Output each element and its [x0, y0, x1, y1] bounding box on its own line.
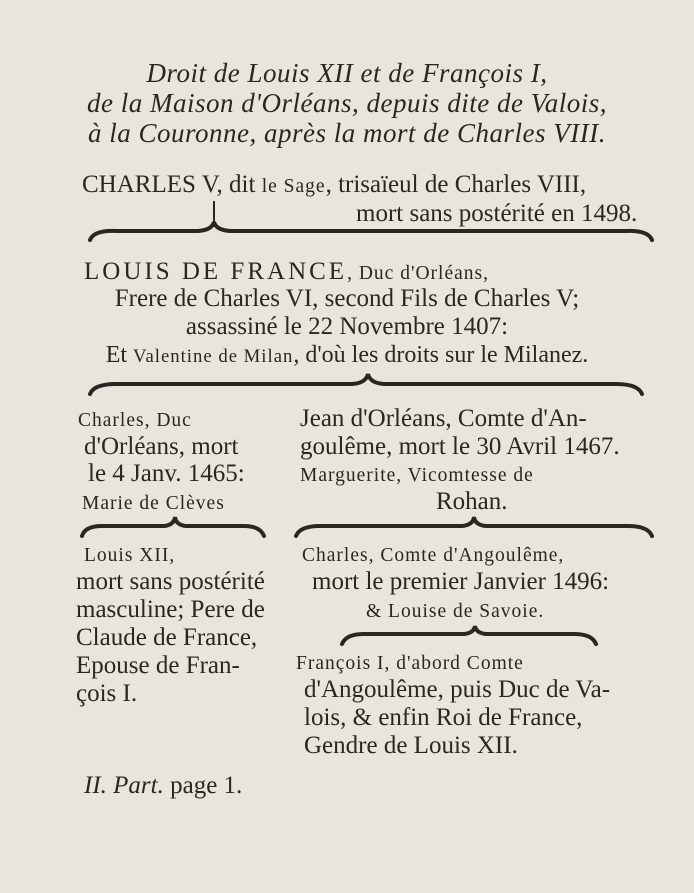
louis-xii-line-2: mort sans postérité [76, 568, 265, 595]
brace-gen1 [86, 218, 656, 252]
charles-angouleme-line-1: Charles, Comte d'Angoulême, [302, 545, 565, 566]
francois-line-4: Gendre de Louis XII. [304, 732, 518, 759]
valentine-de-milan: Valentine de Milan [133, 346, 294, 367]
title-francois: François I, [422, 58, 548, 88]
charles-duc-line-2: d'Orléans, mort [84, 433, 239, 460]
charles-duc-line-1: Charles, Duc [78, 410, 192, 431]
title-line-1 [0, 58, 694, 89]
brace-francois [338, 622, 600, 650]
footer-part: II. Part. [84, 772, 164, 799]
charles-duc-line-3: le 4 Janv. 1465: [88, 460, 245, 487]
louis-de-france-line-2: Frere de Charles VI, second Fils de Charles V; [114, 285, 580, 312]
louis-de-france-line-1: LOUIS DE FRANCE, Duc d'Orléans, [84, 258, 489, 285]
footer-page: page 1. [170, 772, 243, 799]
louis-xii-line-3: masculine; Pere de [76, 596, 265, 623]
brace-gen2 [86, 370, 646, 400]
marie-de-cleves: Marie de Clèves [82, 493, 225, 514]
brace-left-col [78, 512, 268, 542]
title-et-de: et de [353, 58, 422, 88]
louis-xii-line-1: Louis XII, [84, 545, 176, 566]
footer [84, 772, 242, 800]
brace-right-col [292, 512, 656, 542]
louis-de-france-line-4: Et Valentine de Milan, d'où les droits sur le Milanez. [105, 342, 589, 368]
francois-line-2: d'Angoulême, puis Duc de Va- [304, 676, 611, 703]
louis-de-france-line-3: assassiné le 22 Novembre 1407: [185, 313, 509, 340]
jean-line-1: Jean d'Orléans, Comte d'An- [300, 405, 587, 432]
title-droit: Droit de [146, 58, 248, 88]
marguerite-line: Marguerite, Vicomtesse de [300, 465, 534, 486]
francois-line-1: François I, d'abord Comte [296, 653, 524, 674]
louis-xii-line-4: Claude de France, [76, 624, 258, 651]
charles-v-line-1: CHARLES V, dit le Sage, trisaïeul de Charles VIII, [82, 171, 587, 198]
charles-v-line-2: mort sans postérité en 1498. [356, 200, 638, 227]
title-line-2: de la Maison d'Orléans, depuis dite de Valois, [87, 88, 607, 118]
louis-xii-line-5: Epouse de Fran- [76, 652, 240, 679]
rohan-line: Rohan. [436, 488, 508, 515]
title-line-3: à la Couronne, après la mort de Charles VIII. [88, 118, 606, 148]
charles-angouleme-line-2: mort le premier Janvier 1496: [312, 568, 610, 595]
jean-line-2: goulême, mort le 30 Avril 1467. [300, 433, 620, 460]
louis-xii-line-6: çois I. [76, 680, 138, 707]
louise-de-savoie: & Louise de Savoie. [366, 601, 545, 622]
epithet-le-sage: le Sage [261, 176, 326, 197]
title-louis-xii: Louis XII [247, 58, 354, 88]
francois-line-3: lois, & enfin Roi de France, [304, 704, 583, 731]
